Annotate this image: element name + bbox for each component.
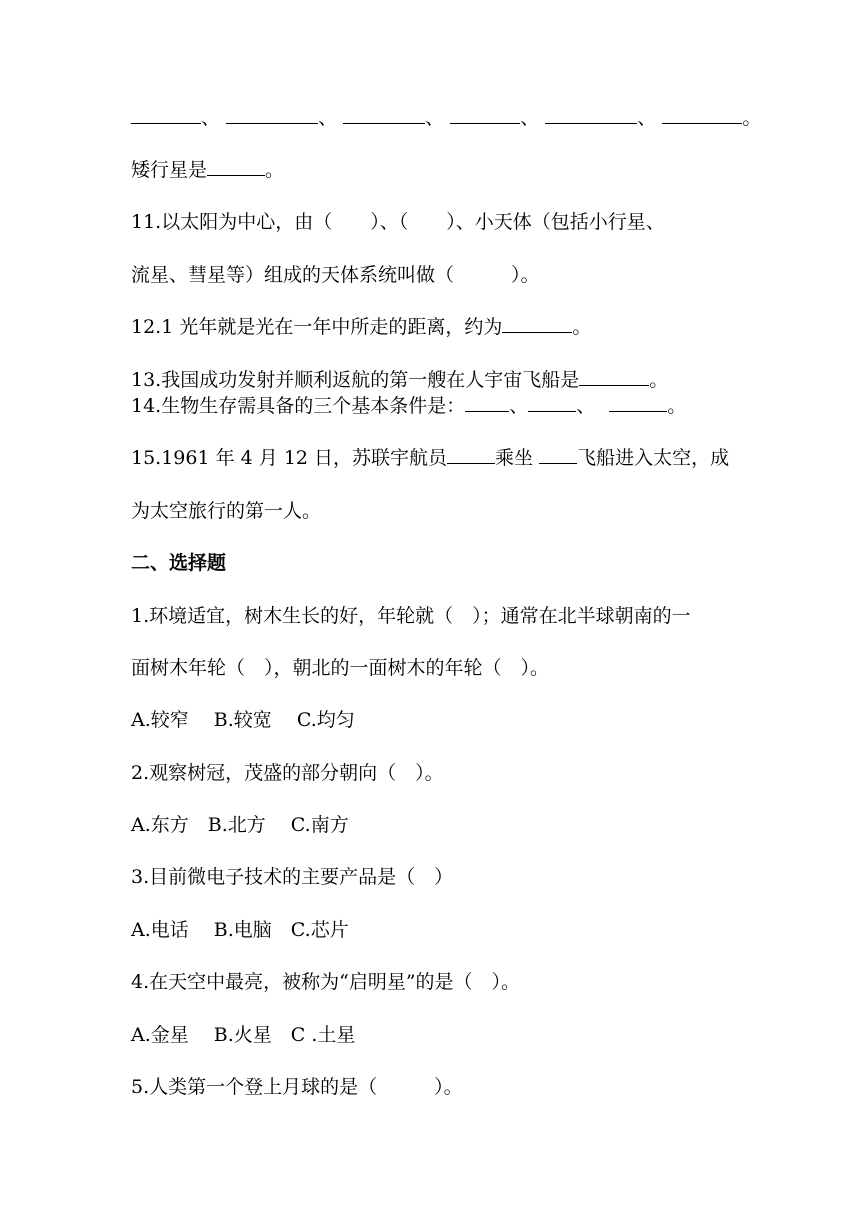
answer-blank[interactable]: [343, 106, 425, 124]
question-15-line-2: 为太空旅行的第一人。: [131, 500, 322, 522]
choice-2-options: A.东方 B.北方 C.南方: [131, 814, 349, 836]
answer-blank[interactable]: [539, 446, 577, 464]
separator: 、: [509, 395, 529, 417]
separator: 、: [520, 107, 540, 129]
separator: 、: [576, 395, 596, 417]
period: 。: [265, 159, 285, 181]
question-text: 飞船进入太空，成: [577, 447, 730, 469]
period: 。: [667, 395, 687, 417]
question-text: 14.生物生存需具备的三个基本条件是：: [131, 395, 466, 417]
question-text: 13.我国成功发射并顺利返航的第一艘在人宇宙飞船是: [131, 369, 580, 391]
answer-blank[interactable]: [131, 106, 201, 124]
choice-4-question: 4.在天空中最亮，被称为“启明星”的是（ ）。: [131, 971, 521, 993]
choice-1-line-1: 1.环境适宜，树木生长的好，年轮就（ ）；通常在北半球朝南的一: [131, 605, 691, 627]
question-text: 矮行星是: [131, 159, 208, 181]
question-11-line-2: 流星、彗星等）组成的天体系统叫做（ ）。: [131, 264, 540, 286]
choice-2-question: 2.观察树冠，茂盛的部分朝向（ ）。: [131, 762, 444, 784]
answer-blank[interactable]: [465, 394, 509, 412]
choice-1-options: A.较窄 B.较宽 C.均匀: [131, 709, 355, 731]
answer-blank[interactable]: [579, 368, 649, 386]
question-14: [131, 394, 686, 418]
choice-3-question: 3.目前微电子技术的主要产品是（ ）: [131, 866, 454, 888]
planet-blanks-row: [131, 106, 761, 130]
separator: 、: [637, 107, 657, 129]
answer-blank[interactable]: [226, 106, 318, 124]
answer-blank[interactable]: [545, 106, 637, 124]
question-13: [131, 368, 668, 392]
separator: 、: [425, 107, 445, 129]
answer-blank[interactable]: [609, 394, 667, 412]
period: 。: [649, 369, 669, 391]
section-heading: 二、选择题: [131, 552, 227, 574]
answer-blank[interactable]: [450, 106, 520, 124]
question-text: 15.1961 年 4 月 12 日，苏联宇航员: [131, 447, 448, 469]
question-12: [131, 315, 591, 339]
answer-blank[interactable]: [528, 394, 576, 412]
question-11-line-1: 11.以太阳为中心，由（ ）、（ ）、小天体（包括小行星、: [131, 211, 665, 233]
choice-3-options: A.电话 B.电脑 C.芯片: [131, 919, 349, 941]
question-text: 12.1 光年就是光在一年中所走的距离，约为: [131, 316, 503, 338]
choice-1-line-2: 面树木年轮（ ），朝北的一面树木的年轮（ ）。: [131, 657, 550, 679]
period: 。: [572, 316, 592, 338]
question-text: 乘坐: [495, 447, 540, 469]
period: 。: [742, 107, 762, 129]
question-15-line-1: [131, 446, 729, 470]
dwarf-planet-line: [131, 158, 284, 182]
choice-5-question: 5.人类第一个登上月球的是（ ）。: [131, 1076, 463, 1098]
answer-blank[interactable]: [502, 315, 572, 333]
answer-blank[interactable]: [447, 446, 495, 464]
separator: 、: [201, 107, 221, 129]
separator: 、: [318, 107, 338, 129]
answer-blank[interactable]: [662, 106, 742, 124]
answer-blank[interactable]: [207, 158, 265, 176]
choice-4-options: A.金星 B.火星 C .土星: [131, 1024, 356, 1046]
